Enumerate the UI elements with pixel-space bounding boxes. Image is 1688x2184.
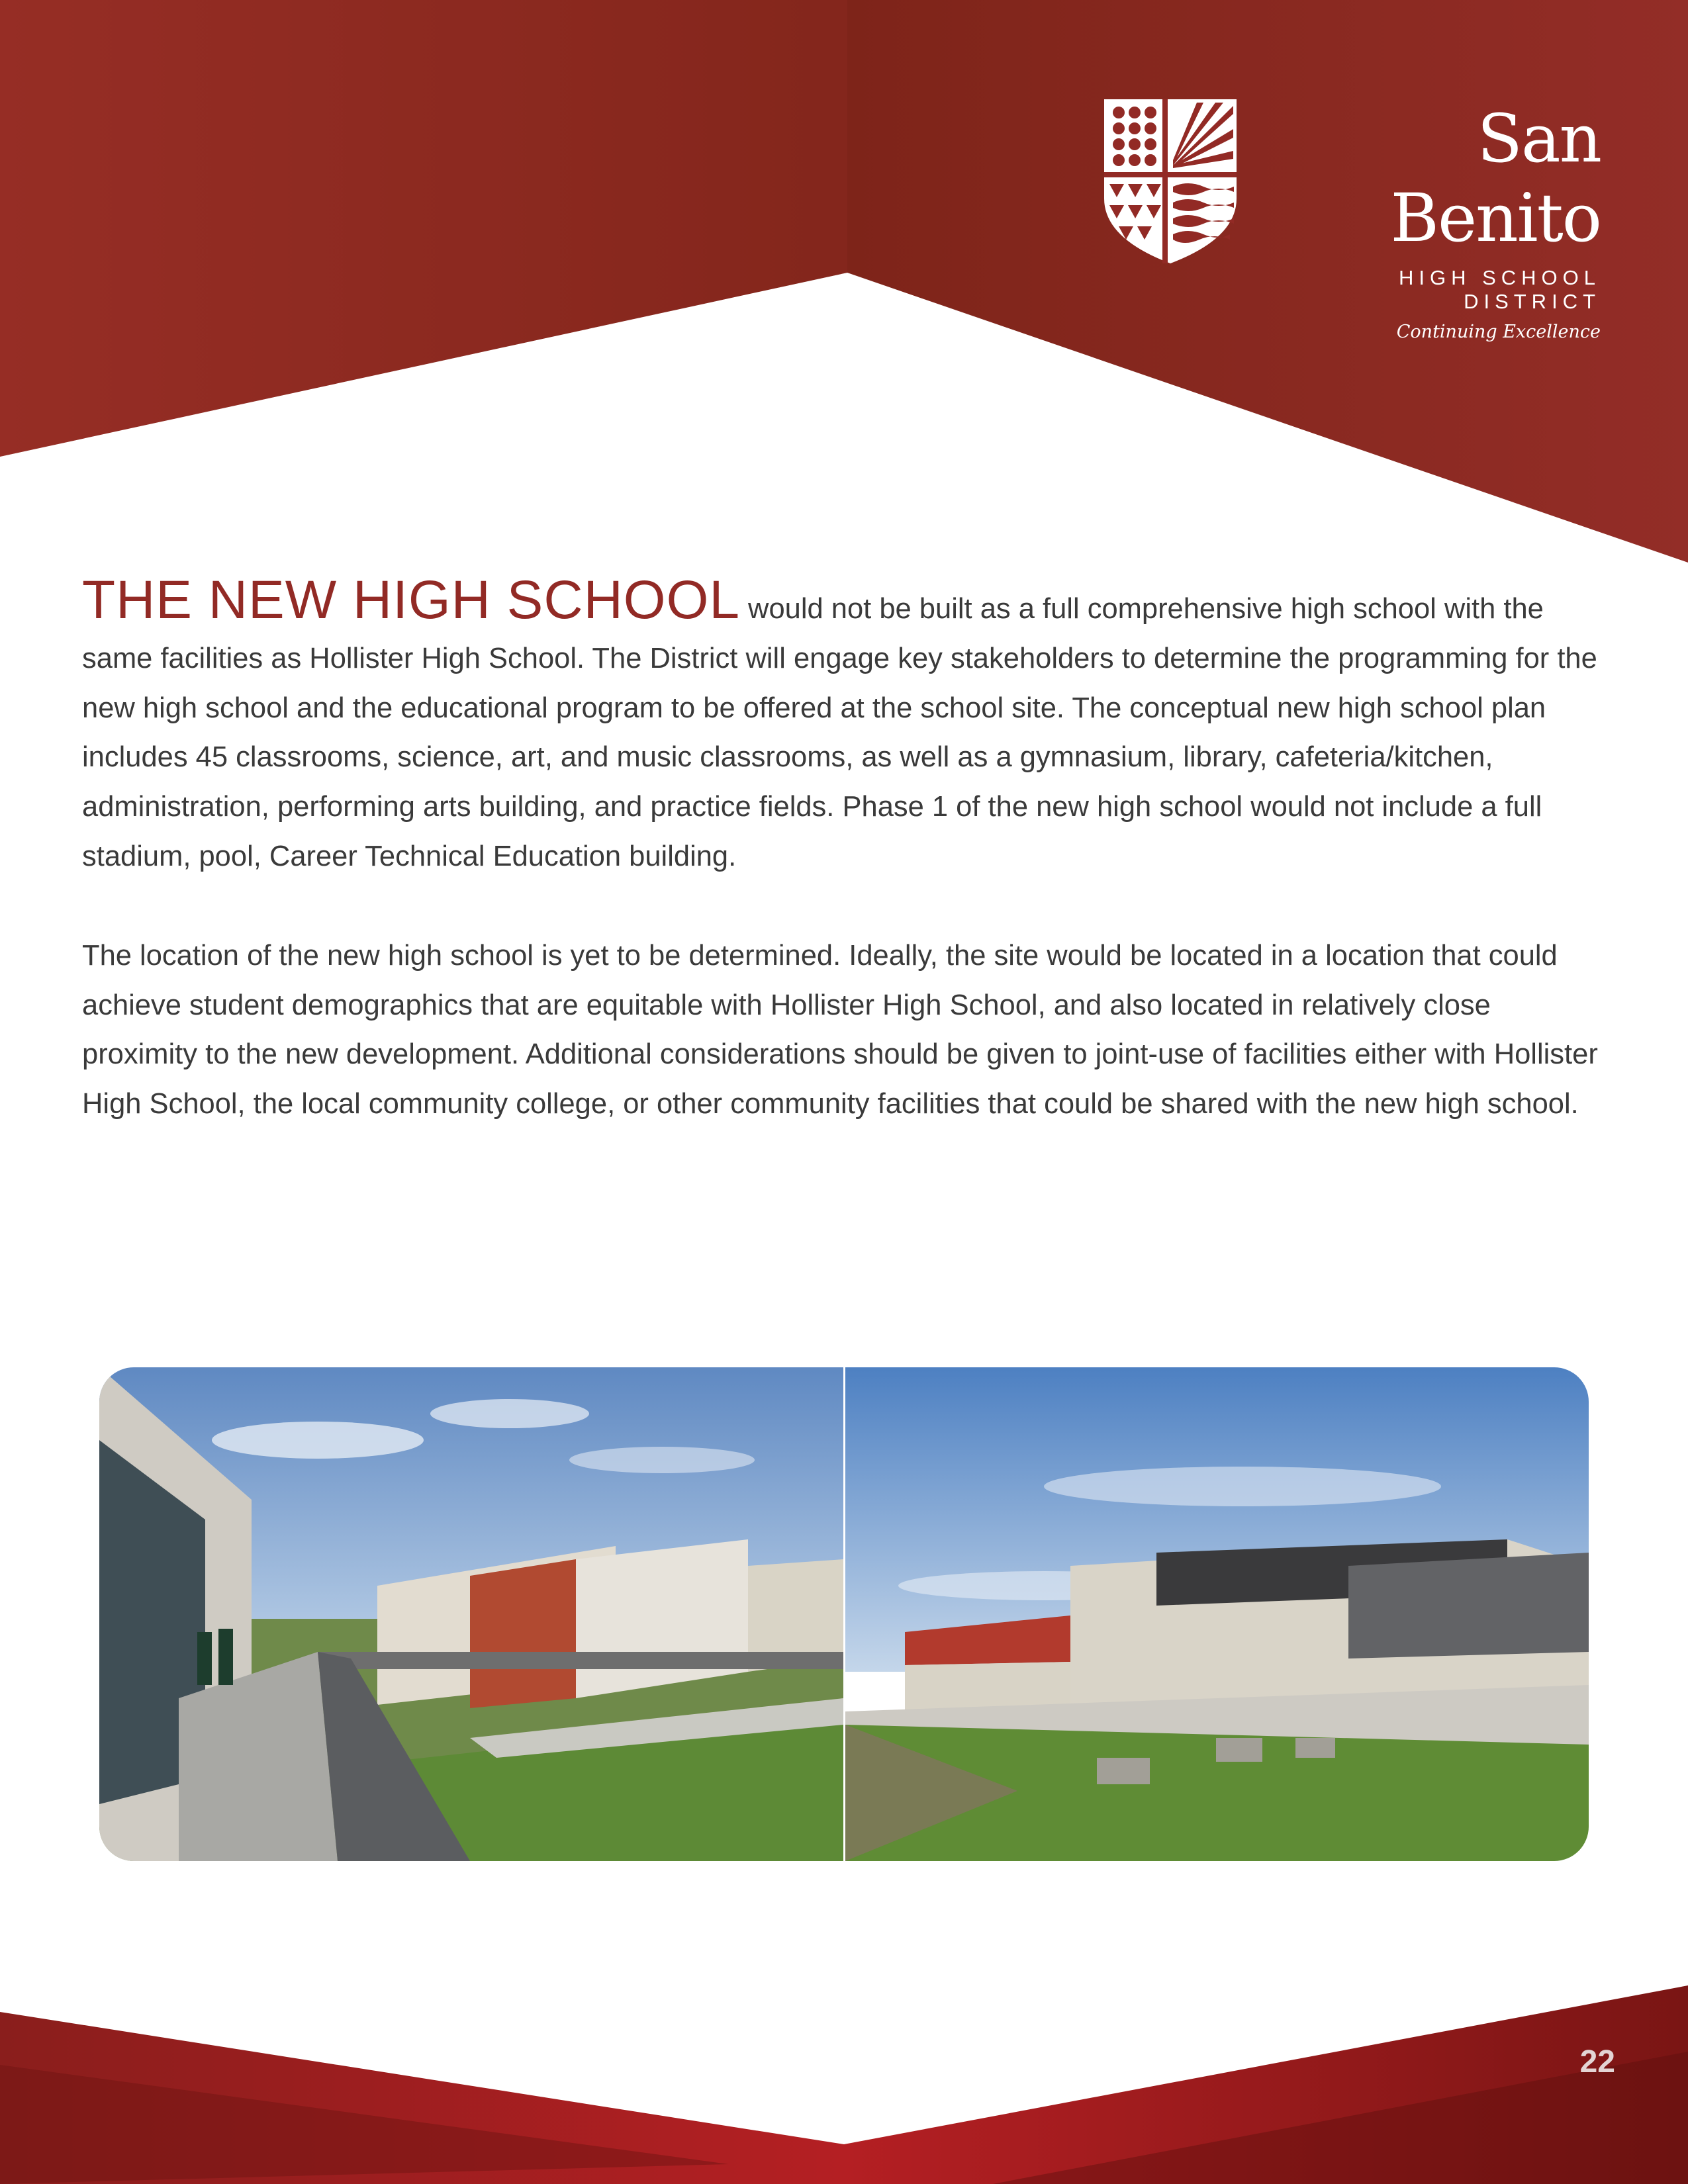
page-number: 22 — [1579, 2044, 1615, 2079]
paragraph-1-text: would not be built as a full comprehensive high school with the same facilities as Hollister High School. The District will engage key stakeholders to determine the programming for the new high school and the educational program to be offered at the school site. The conceptual new high school plan includes 45 classrooms, science, art, and music classrooms, as well as a gymnasium, library, cafeteria/kitchen, administration, performing arts building, and practice fields. Phase 1 of the new high school would not include a full stadium, pool, Career Technical Education building. — [82, 593, 1597, 872]
school-photo-walkway — [99, 1367, 843, 1861]
paragraph-2: The location of the new high school is yet to be determined. Ideally, the site would be located in a location that could achieve student demographics that are equitable with Hollister High School, and also located in relatively close proximity to the new development. Additional considerations should be given to joint-use of facilities either with Hollister High School, the local community college, or other community facilities that could be shared with the new high school. — [82, 939, 1598, 1120]
bottom-banner — [0, 1985, 1688, 2184]
shield-crest-icon — [1104, 99, 1237, 263]
school-photo-courtyard — [845, 1367, 1589, 1861]
brand-subtitle: HIGH SCHOOL DISTRICT — [1398, 266, 1601, 313]
main-content — [82, 570, 1605, 1129]
photo-divider — [843, 1367, 845, 1861]
section-heading: THE NEW HIGH SCHOOL — [82, 570, 740, 630]
brand-name: San Benito — [1390, 100, 1601, 257]
brand-tagline: Continuing Excellence — [1396, 322, 1601, 342]
district-logo — [1104, 99, 1614, 342]
paragraph-1 — [82, 570, 1605, 882]
photo-strip — [99, 1367, 1589, 1861]
